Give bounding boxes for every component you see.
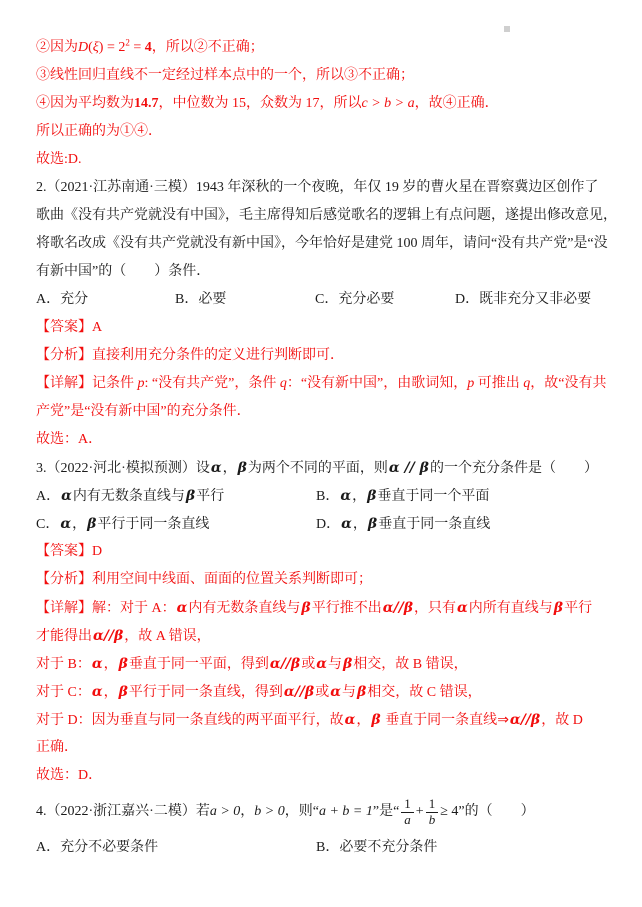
text-segment: ，故④正确．: [414, 96, 499, 111]
text-segment: 平行: [564, 601, 593, 616]
text-segment: α//β: [382, 600, 413, 616]
fraction-numerator: 1: [428, 796, 436, 812]
question-3-options-row-2: [36, 510, 616, 538]
question-3-options-row-1-col-0: [36, 482, 316, 511]
text-segment: ，: [352, 517, 367, 532]
text-segment: β: [371, 712, 381, 728]
question-3-options-row-2-col-0: [36, 510, 316, 539]
text-segment: 17: [305, 96, 320, 111]
text-segment: α // β: [388, 460, 429, 476]
text-segment: α: [340, 488, 352, 504]
text-segment: 【详解】记条件: [36, 376, 138, 391]
question-2-text-line-1: [36, 174, 616, 202]
text-segment: 可推出: [474, 376, 524, 391]
text-segment: 垂直于同一条直线: [381, 713, 498, 728]
solution1-conclusion: [36, 118, 616, 146]
text-segment: ≥ 4: [440, 804, 459, 819]
question-2-options-col-3: [455, 286, 591, 314]
question-3-options-row-2-col-1: [316, 510, 490, 539]
text-segment: 正确．: [36, 740, 78, 755]
text-segment: α//β: [509, 712, 541, 728]
text-segment: 平行于同一条直线: [97, 517, 210, 532]
question-2-options: [36, 286, 616, 314]
text-segment: 【分析】直接利用充分条件的定义进行判断即可．: [36, 348, 344, 363]
text-segment: ，所以②不正确；: [151, 40, 264, 55]
text-segment: ，众数为: [246, 96, 306, 111]
text-segment: B．必要: [175, 292, 227, 307]
text-segment: ，: [103, 657, 118, 672]
question-3-explanation-line-2: [36, 622, 616, 650]
solution1-answer-choice: [36, 146, 616, 174]
text-segment: 平行推不出: [311, 601, 382, 616]
text-segment: (: [88, 40, 93, 55]
text-segment: 故选：A．: [36, 432, 103, 447]
text-segment: 14.7: [134, 96, 159, 111]
question-3-option-d-analysis-line-1: [36, 706, 616, 734]
text-segment: α: [210, 460, 222, 476]
text-segment: p: [137, 376, 145, 391]
text-segment: ，: [240, 804, 255, 819]
text-segment: 垂直于同一平面，得到: [128, 657, 269, 672]
text-segment: ③线性回归直线不一定经过样本点中的一个，所以③不正确；: [36, 68, 414, 83]
text-segment: ，故 D: [541, 713, 583, 728]
question-3-option-c-analysis: [36, 678, 616, 706]
text-segment: β: [118, 684, 128, 700]
text-segment: 故选：D．: [36, 768, 103, 783]
question-4-text: [36, 790, 616, 834]
text-segment: β: [367, 516, 378, 532]
question-3-final-answer: [36, 762, 616, 790]
text-segment: D．既非充分又非必要: [455, 292, 592, 307]
question-2-analysis: [36, 342, 616, 370]
text-segment: 或: [301, 657, 316, 672]
text-segment: a > 0: [209, 804, 241, 819]
text-segment: A．: [36, 489, 61, 504]
text-segment: β: [367, 488, 377, 504]
text-segment: ，故 A 错误，: [124, 629, 211, 644]
text-segment: α: [176, 600, 188, 616]
text-segment: ，则“: [284, 804, 319, 819]
text-segment: 2: [125, 37, 130, 48]
text-segment: β: [343, 656, 353, 672]
text-segment: 所以正确的为①④．: [36, 124, 162, 139]
text-segment: α: [344, 712, 356, 728]
text-segment: ) = 2: [98, 40, 126, 55]
text-segment: 相交，故 C 错误，: [367, 685, 482, 700]
text-segment: 产党”是“没有新中国”的充分条件．: [36, 404, 251, 419]
fraction-denominator: a: [401, 812, 414, 827]
text-segment: : “没有共产党”，条件: [144, 376, 280, 391]
text-segment: 才能得出: [36, 629, 92, 644]
question-4-options-col-1: [316, 834, 437, 862]
text-segment: β: [357, 684, 367, 700]
question-2-answer: [36, 314, 616, 342]
text-segment: ④因为平均数为: [36, 96, 134, 111]
text-segment: ，所以: [319, 96, 362, 111]
text-segment: ，中位数为: [158, 96, 232, 111]
text-segment: 2.（2021·江苏南通·三模）1943 年深秋的一个夜晚，年仅 19 岁的曹火星在晋察冀边区创作了: [36, 180, 599, 195]
fraction-denominator: b: [426, 812, 439, 827]
question-3-answer: [36, 538, 616, 566]
text-segment: ，故“没有共: [530, 376, 607, 391]
text-segment: β: [87, 516, 97, 532]
question-3-option-b-analysis: [36, 650, 616, 678]
text-segment: α: [61, 488, 72, 504]
text-segment: B．: [316, 489, 340, 504]
text-segment: C．: [36, 517, 60, 532]
text-segment: 【分析】利用空间中线面、面面的位置关系判断即可；: [36, 572, 372, 587]
question-2-explanation-line-1: [36, 370, 616, 398]
text-segment: 的一个充分条件是（ ）: [429, 461, 598, 476]
text-segment: β: [237, 460, 247, 476]
text-segment: B．必要不充分条件: [316, 840, 438, 855]
question-3-analysis: [36, 566, 616, 594]
text-segment: 4.（2022·浙江嘉兴·二模）若: [36, 804, 210, 819]
text-segment: 内有无数条直线与: [188, 601, 301, 616]
question-4-options: [36, 834, 616, 862]
text-segment: 平行: [196, 489, 225, 504]
text-segment: 4: [144, 40, 152, 55]
text-segment: α//β: [93, 628, 124, 644]
text-segment: +: [415, 804, 424, 819]
text-segment: 垂直于同一条直线: [378, 517, 491, 532]
text-segment: 对于 B：: [36, 657, 91, 672]
question-2-text-line-2: [36, 202, 616, 230]
text-segment: q: [523, 376, 531, 391]
text-segment: 与: [342, 685, 356, 700]
text-segment: β: [301, 600, 311, 616]
text-segment: α: [457, 600, 468, 616]
text-segment: α: [91, 656, 103, 672]
fraction: [401, 797, 414, 827]
text-segment: A．充分不必要条件: [36, 840, 159, 855]
text-segment: 【详解】解：对于 A：: [36, 601, 176, 616]
text-segment: 歌曲《没有共产党就没有中国》，毛主席得知后感觉歌名的逻辑上有点问题，遂提出修改意见，: [36, 208, 617, 223]
question-2-final-answer: [36, 426, 616, 454]
question-2-text-line-3: [36, 230, 616, 258]
text-segment: b > 0: [254, 804, 285, 819]
text-segment: D: [78, 40, 89, 55]
text-segment: D．: [316, 517, 341, 532]
text-segment: 或: [315, 685, 330, 700]
question-2-options-col-2: [315, 286, 455, 314]
fraction: [426, 797, 439, 827]
question-3-option-d-analysis-line-2: [36, 734, 616, 762]
text-segment: =: [129, 40, 145, 55]
question-2-options-col-0: [36, 286, 175, 314]
solution1-item2: [36, 34, 616, 62]
text-segment: 内有无数条直线与: [72, 489, 185, 504]
question-3-text: [36, 454, 616, 482]
text-segment: 垂直于同一个平面: [377, 489, 490, 504]
text-segment: a + b = 1: [318, 804, 373, 819]
question-3-explanation-line-1: [36, 594, 616, 622]
text-segment: β: [118, 656, 128, 672]
text-segment: 为两个不同的平面，则: [247, 461, 388, 476]
text-segment: ξ: [92, 40, 99, 55]
question-4-options-col-0: [36, 834, 316, 862]
text-segment: α: [91, 684, 103, 700]
text-segment: ”的（ ）: [458, 804, 535, 819]
text-segment: 对于 D：因为垂直与同一条直线的两平面平行，故: [36, 713, 344, 728]
question-2-explanation-line-2: [36, 398, 616, 426]
text-segment: 平行于同一条直线，得到: [128, 685, 283, 700]
text-segment: α: [341, 516, 352, 532]
text-segment: 对于 C：: [36, 685, 91, 700]
text-segment: 3.（2022·河北·模拟预测）设: [36, 461, 210, 476]
text-segment: p: [467, 376, 475, 391]
question-2-text-line-4: [36, 258, 616, 286]
text-segment: 将歌名改成《没有共产党就没有新中国》，今年恰好是建党 100 周年，请问“没有共产党”是“没: [36, 236, 608, 251]
stray-scan-artifact: [504, 26, 510, 32]
text-segment: ⇒: [497, 713, 509, 728]
solution1-item4: [36, 90, 616, 118]
text-segment: α: [60, 516, 72, 532]
solution1-item3: [36, 62, 616, 90]
text-segment: β: [553, 600, 564, 616]
text-segment: ”是“: [372, 804, 400, 819]
text-segment: ，: [352, 489, 367, 504]
text-segment: C．充分必要: [315, 292, 395, 307]
text-segment: 【答案】A: [36, 320, 103, 335]
text-segment: q: [279, 376, 287, 391]
text-segment: ，: [72, 517, 87, 532]
text-segment: α: [330, 684, 341, 700]
text-segment: 有新中国”的（ ）条件．: [36, 264, 211, 279]
text-segment: β: [185, 488, 196, 504]
document-body: [36, 34, 616, 862]
question-2-options-col-1: [175, 286, 315, 314]
text-segment: ，只有: [414, 601, 456, 616]
text-segment: 与: [328, 657, 342, 672]
text-segment: A．充分: [36, 292, 89, 307]
text-segment: 内所有直线与: [468, 601, 553, 616]
text-segment: α: [316, 656, 327, 672]
fraction-numerator: 1: [404, 796, 411, 812]
text-segment: ，: [222, 461, 237, 476]
question-3-options-row-1: [36, 482, 616, 510]
text-segment: α//β: [269, 656, 301, 672]
question-3-options-row-1-col-1: [316, 482, 489, 511]
text-segment: 故选:D.: [36, 152, 82, 167]
text-segment: 【答案】D: [36, 544, 103, 559]
text-segment: ，: [103, 685, 118, 700]
text-segment: 相交，故 B 错误，: [353, 657, 468, 672]
text-segment: α//β: [283, 684, 315, 700]
text-segment: ②因为: [36, 40, 78, 55]
text-segment: ，: [356, 713, 371, 728]
text-segment: ：“没有新中国”，由歌词知，: [286, 376, 468, 391]
text-segment: 15: [232, 96, 246, 111]
text-segment: c > b > a: [361, 96, 415, 111]
